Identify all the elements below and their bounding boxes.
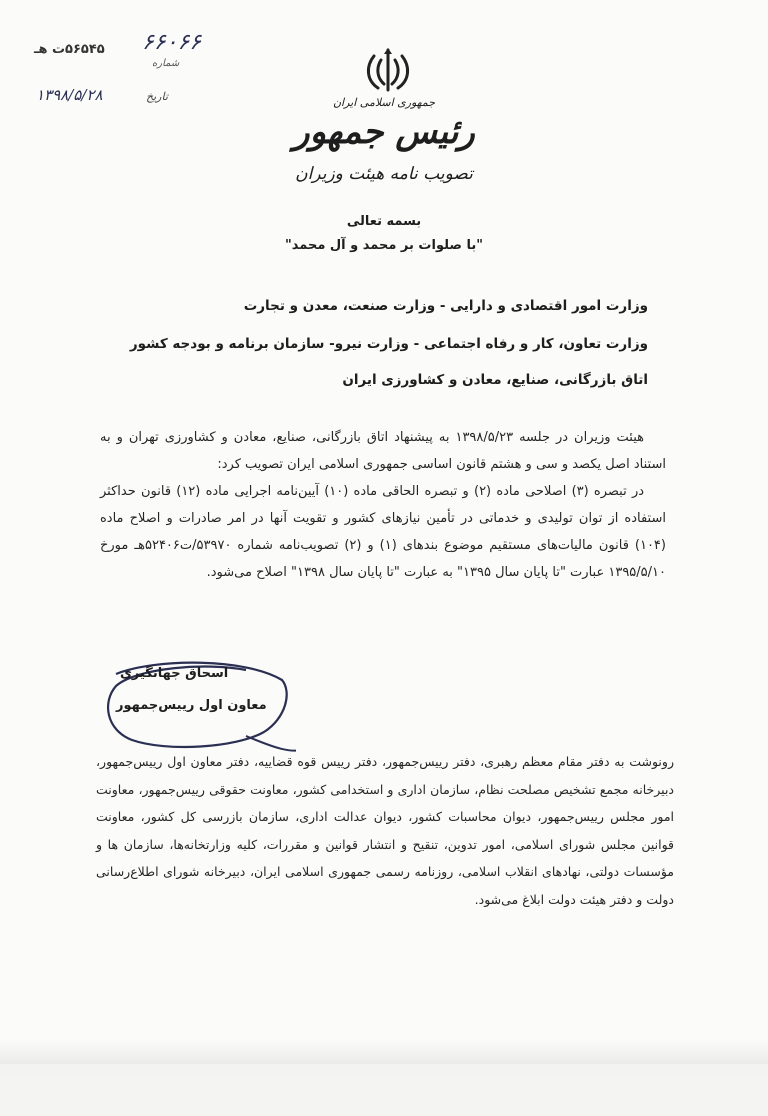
ref-number-printed: ۵۶۵۴۵ت هـ <box>34 42 105 57</box>
letterhead-country: جمهوری اسلامی ایران <box>332 96 436 109</box>
signatory-title: معاون اول رییس‌جمهور <box>116 698 267 713</box>
addressee-3: اتاق بازرگانی، صنایع، معادن و کشاورزی ایران <box>342 372 648 388</box>
page-edge-shadow <box>0 1040 768 1064</box>
date-label: تاریخ <box>146 90 168 103</box>
addressee-1: وزارت امور اقتصادی و دارایی - وزارت صنعت، معدن و تجارت <box>243 298 648 314</box>
body-paragraph-1: هیئت وزیران در جلسه ۱۳۹۸/۵/۲۳ به پیشنهاد اتاق بازرگانی، صنایع، معادن و کشاورزی تهران و به استناد اصل یکصد و سی و هشتم قانون اساسی جمهوری اسلامی ایران تصویب کرد: <box>100 430 666 472</box>
bottom-margin-strip <box>0 1078 768 1116</box>
letterhead-subtitle: تصویب نامه هیئت وزیران <box>295 164 473 184</box>
salutation: "با صلوات بر محمد و آل محمد" <box>284 238 484 253</box>
addressee-2: وزارت تعاون، کار و رفاه اجتماعی - وزارت نیرو- سازمان برنامه و بودجه کشور <box>129 336 648 352</box>
decree-body <box>100 424 666 586</box>
invocation: بسمه تعالی <box>346 214 422 229</box>
letterhead-title: رئیس جمهور <box>293 112 475 152</box>
date-handwritten: ۱۳۹۸/۵/۲۸ <box>36 86 103 104</box>
copies-text: رونوشت به دفتر مقام معظم رهبری، دفتر رییس‌جمهور، دفتر رییس قوه قضاییه، دفتر معاون اول رییس‌جمهور، دبیرخانه مجمع تشخیص مصلحت نظام، سازمان اداری و استخدامی کشور، معاونت حقوقی رییس‌جمهور، معاونت امور مجلس رییس‌جمهور، دیوان محاسبات کشور، دیوان عدالت اداری، سازمان بازرسی کل کشور، معاونت قوانین مجلس شورای اسلامی، امور تدوین، تنقیح و انتشار قوانین و مقررات، کلیه وزارتخانه‌ها، سازمان ها و مؤسسات دولتی، نهادهای انقلاب اسلامی، روزنامه رسمی جمهوری اسلامی ایران، دبیرخانه شورای اطلاع‌رسانی دولت و دفتر هیئت دولت ابلاغ می‌شود. <box>96 754 674 907</box>
ref-number-handwritten: ۶۶۰۶۶ <box>142 30 202 55</box>
signatory-name: اسحاق جهانگیری <box>120 666 229 681</box>
body-paragraph-2: در تبصره (۳) اصلاحی ماده (۲) و تبصره الحاقی ماده (۱۰) آیین‌نامه اجرایی ماده (۱۲) قانون حداکثر استفاده از توان تولیدی و خدماتی در تأمین نیازهای کشور و تقویت آنها در امر صادرات و اصلاح ماده (۱۰۴) قانون مالیات‌های مستقیم موضوع بندهای (۱) و (۲) تصویب‌نامه شماره ۵۳۹۷۰/ت۵۲۴۰۶هـ مورخ ۱۳۹۵/۵/۱۰ عبارت "تا پایان سال ۱۳۹۵" به عبارت "تا پایان سال ۱۳۹۸" اصلاح می‌شود. <box>100 484 666 580</box>
copies-distribution <box>96 748 674 913</box>
number-label: شماره <box>152 58 180 69</box>
iran-emblem-icon <box>360 42 416 98</box>
